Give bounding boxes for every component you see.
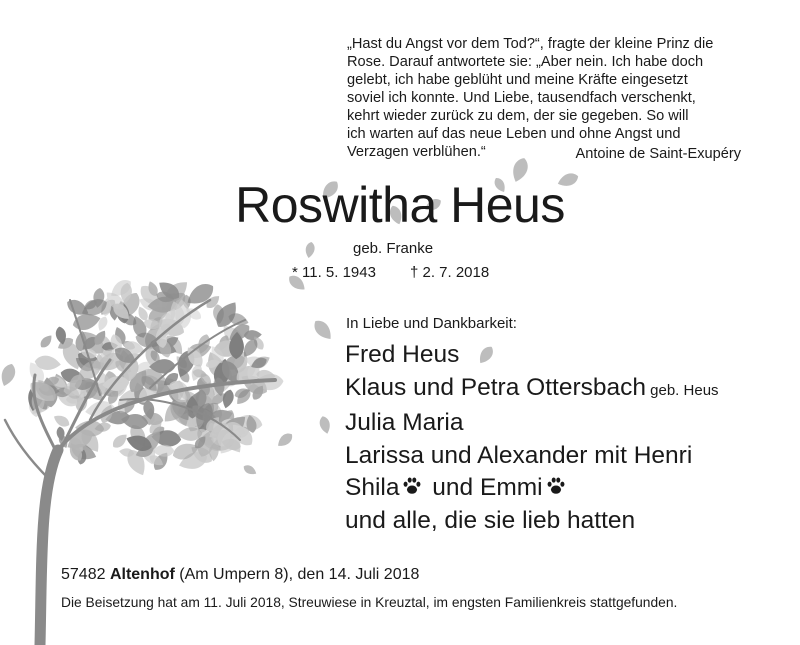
mourner-name: Larissa und Alexander mit Henri [345,441,693,469]
birth-date: * 11. 5. 1943 [292,264,376,281]
leaf [52,412,72,429]
quote-line: Rose. Darauf antwortete sie: „Aber nein. Ich habe doch [347,54,704,70]
quote-block [347,35,757,161]
paw-icon [545,475,567,497]
quote-author: Antoine de Saint-Exupéry [575,146,741,162]
mourner-pets [345,472,719,505]
pet-name: Shila [345,474,400,501]
mourner-name-text: Klaus und Petra Ottersbach [345,373,646,401]
leaf-cluster [25,276,284,478]
thanks-heading: In Liebe und Dankbarkeit: [346,315,517,332]
leaf [38,333,54,350]
mourner-name: Fred Heus [345,341,460,368]
mourner-closing: und alle, die sie lieb hatten [345,506,636,534]
quote-line: Verzagen verblühen.“ [347,144,486,160]
paw-icon [401,475,423,497]
pet-name: und Emmi [425,474,543,501]
quote-line: „Hast du Angst vor dem Tod?“, fragte der kleine Prinz die [347,36,714,52]
address-line [61,566,419,584]
city: Altenhof [109,566,175,583]
postal-code: 57482 [61,566,106,583]
mourners-list [345,339,719,537]
life-dates [292,264,489,281]
mourner-maiden-note: geb. Heus [645,381,719,399]
mourner-name [345,372,719,408]
quote-line: gelebt, ich habe geblüht und meine Kräfte eingesetzt [347,72,688,88]
death-date: † 2. 7. 2018 [409,264,490,281]
quote-line: soviel ich konnte. Und Liebe, tausendfach verschenkt, [347,90,696,106]
funeral-note: Die Beisetzung hat am 11. Juli 2018, Streuwiese in Kreuztal, im engsten Familienkreis stattgefunden. [61,595,678,610]
quote-line: kehrt wieder zurück zu dem, der sie gegeben. So will [347,108,689,124]
deceased-name: Roswitha Heus [235,177,565,233]
address-rest: (Am Umpern 8), den 14. Juli 2018 [179,566,420,583]
maiden-name: geb. Franke [353,240,434,257]
leaf [110,431,130,451]
quote-line: ich warten auf das neue Leben und ohne Angst und [347,126,681,142]
mourner-name: Julia Maria [345,409,464,436]
